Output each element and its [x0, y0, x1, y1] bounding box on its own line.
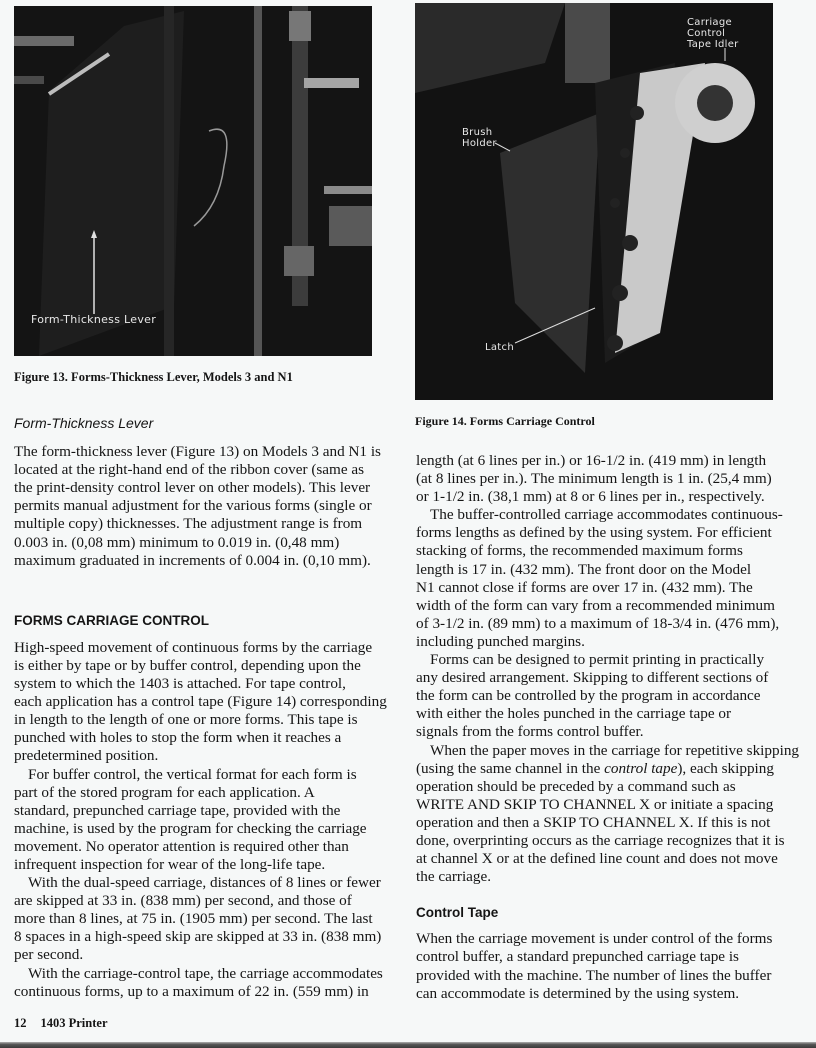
- tape-idler-label: Carriage Control Tape Idler: [687, 17, 739, 50]
- figure-14-photo: [415, 3, 773, 400]
- control-tape-paragraph: When the carriage movement is under control of the forms control buffer, a standard prepunched carriage tape is provided with the machine. The number of lines the buffer can accommodate is determined by the using system.: [416, 930, 773, 1002]
- right-column: [416, 452, 800, 1003]
- figure-14-caption: Figure 14. Forms Carriage Control: [415, 414, 595, 428]
- form-thickness-lever-label: Form-Thickness Lever: [31, 313, 157, 326]
- figure-13-photo: [14, 6, 372, 356]
- window-bottom-edge: [0, 1042, 816, 1048]
- document-title: 1403 Printer: [40, 1016, 108, 1030]
- p4-text-b: ), each skipping operation should be preceded by a command such as WRITE AND SKIP TO CHANNEL X or initiate a spacing operation and then a SKIP TO CHANNEL X. If this is not done, overprinting occurs as the carriage recognizes that it is at channel X or at the defined line count and does not move the carriage.: [416, 759, 785, 886]
- right-paragraph-4: [416, 742, 800, 887]
- forms-carriage-control-heading: FORMS CARRIAGE CONTROL: [14, 612, 209, 628]
- latch-label: Latch: [485, 342, 514, 353]
- control-tape-emphasis: control tape: [604, 759, 678, 777]
- right-paragraph-1: length (at 6 lines per in.) or 16-1/2 in. (419 mm) in length (at 8 lines per in.). The minimum length is 1 in. (25,4 mm) or 1-1/2 in. (38,1 mm) at 8 or 6 lines per in., respectively.: [416, 452, 772, 506]
- form-thickness-lever-image: [14, 6, 372, 356]
- form-thickness-paragraph: The form-thickness lever (Figure 13) on Models 3 and N1 is located at the right-hand end of the ribbon cover (same as the print-density control lever on other models). This lever permits manual adjustment for the various forms (single or multiple copy) thicknesses. The adjustment range is from 0.003 in. (0,08 mm) minimum to 0.019 in. (0,48 mm) maximum graduated in increments of 0.004 in. (0,10 mm).: [14, 443, 381, 569]
- page-number: 12: [14, 1016, 27, 1030]
- carriage-control-paragraph-2: For buffer control, the vertical format for each form is part of the stored program for each application. A standard, prepunched carriage tape, provided with the machine, is used by the program for checking the carriage movement. No operator attention is required other than infrequent inspection for wear of the long-life tape.: [14, 765, 367, 873]
- carriage-control-paragraph-3: With the dual-speed carriage, distances of 8 lines or fewer are skipped at 33 in. (838 mm) per second, and those of more than 8 lines, at 75 in. (1905 mm) per second. The last 8 spaces in a high-speed skip are skipped at 33 in. (838 mm) per second.: [14, 874, 382, 964]
- figure-13-caption: Figure 13. Forms-Thickness Lever, Models 3 and N1: [14, 370, 293, 384]
- brush-holder-label: Brush Holder: [462, 127, 497, 149]
- carriage-control-paragraph-4: With the carriage-control tape, the carriage accommodates continuous forms, up to a maximum of 22 in. (559 mm) in: [14, 964, 383, 1000]
- form-thickness-lever-heading: Form-Thickness Lever: [14, 415, 154, 431]
- right-paragraph-2: The buffer-controlled carriage accommodates continuous- forms lengths as defined by the using system. For efficient stacking of forms, the recommended maximum forms length is 17 in. (432 mm). The front door on the Model N1 cannot close if forms are over 17 in. (432 mm). The width of the form can vary from a recommended minimum of 3-1/2 in. (89 mm) to a maximum of 18-3/4 in. (476 mm), including punched margins.: [416, 506, 783, 650]
- left-column: [14, 414, 394, 1001]
- control-tape-heading: Control Tape: [416, 905, 499, 921]
- carriage-control-paragraph-1: High-speed movement of continuous forms by the carriage is either by tape or by buffer control, depending upon the system to which the 1403 is attached. For tape control, each application has a control tape (Figure 14) corresponding in length to the length of one or more forms. This tape is punched with holes to stop the form when it reaches a predetermined position.: [14, 638, 387, 765]
- p4-text-a: When the paper moves in the carriage for repetitive skipping (using the same channel in the: [416, 741, 800, 777]
- right-paragraph-3: Forms can be designed to permit printing in practically any desired arrangement. Skipping to different sections of the form can be controlled by the program in accordance with either the holes punched in the carriage tape or signals from the forms control buffer.: [416, 651, 769, 741]
- forms-carriage-control-image: [415, 3, 773, 400]
- page-footer: [14, 1016, 108, 1031]
